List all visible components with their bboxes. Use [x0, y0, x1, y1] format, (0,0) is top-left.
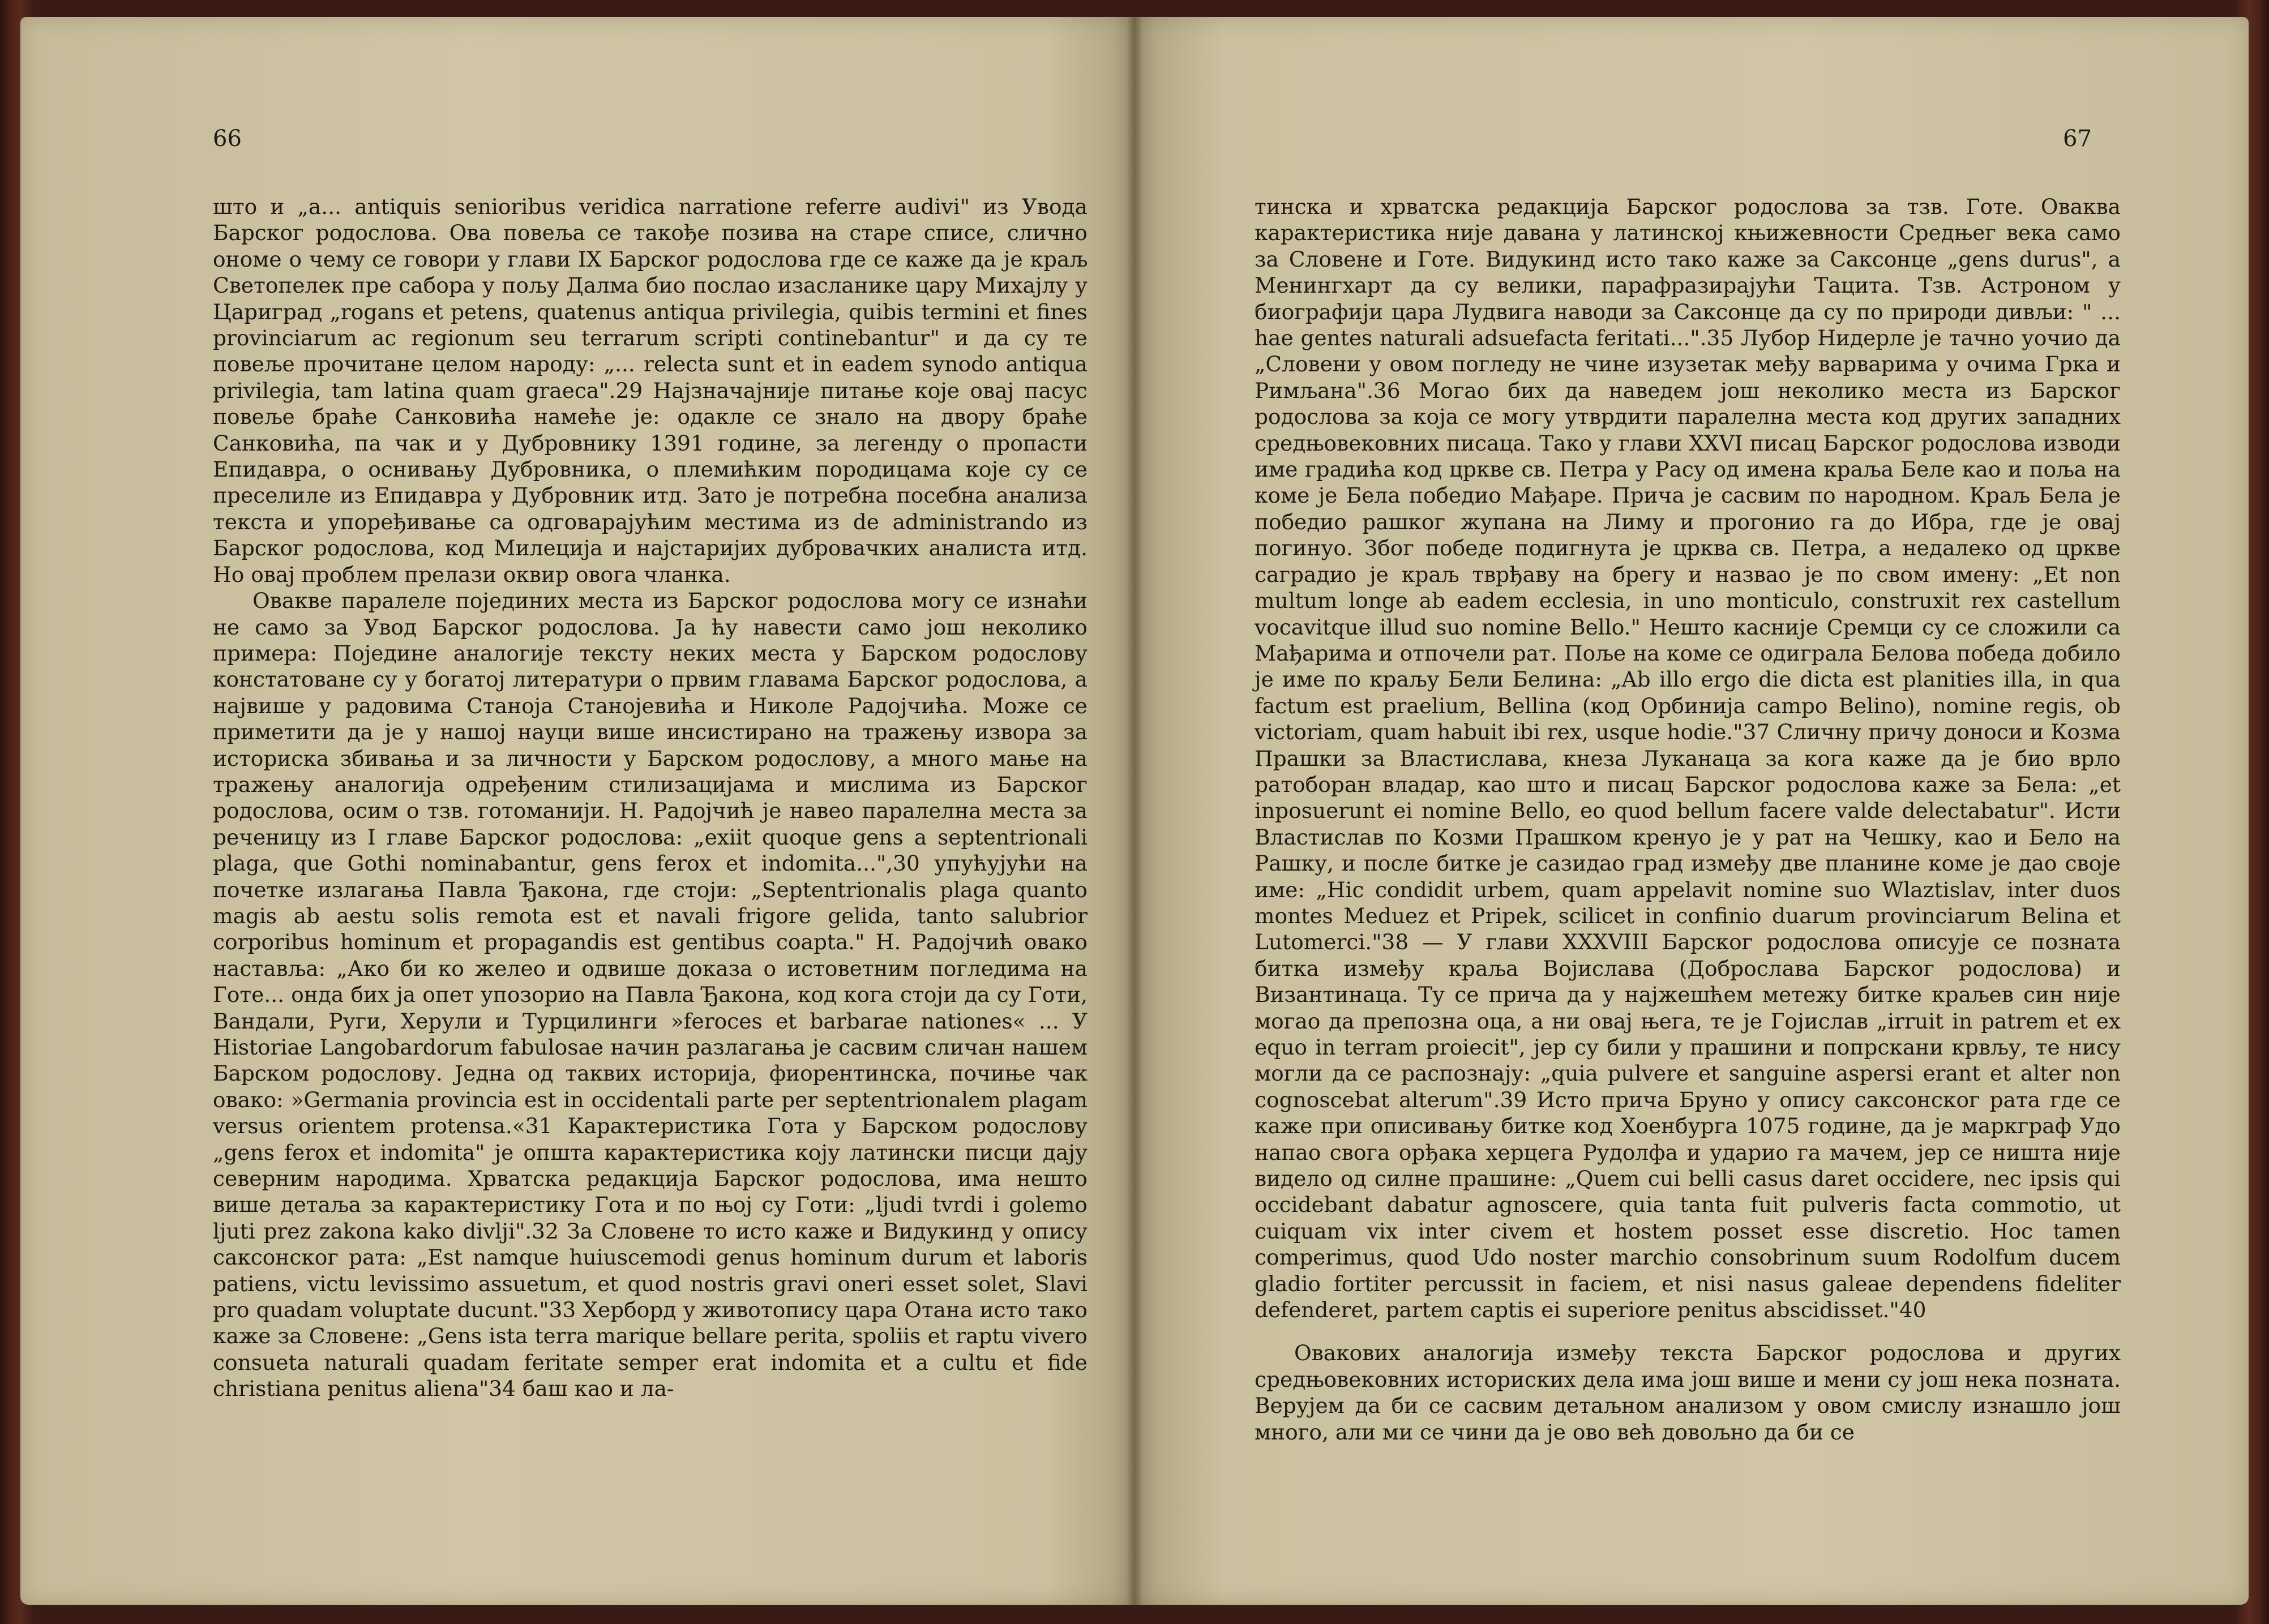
right-page — [1134, 17, 2249, 1605]
right-page-text — [1255, 194, 2121, 1445]
book-gutter — [1127, 17, 1142, 1605]
paragraph: Овакве паралеле појединих места из Барског родослова могу се изнаћи не само за Увод Барског родослова. Ја ћу навести само још неколико примера: Поједине аналогије тексту неких места у Барском родослову констатоване су у богатој литератури о првим главама Барског родослова, а највише у радовима Станоја Станојевића и Николе Радојчића. Може се приметити да је у нашој науци више инсистирано на тражењу извора за историска збивања и за личности у Барском родослову, а много мање на тражењу аналогија одређеним стилизацијама и мислима из Барског родослова, осим о тзв. готоманији. Н. Радојчић је навео паралелна места за реченицу из I главе Барског родослова: „exiit quoque gens a septentrionali plaga, que Gothi nominabantur, gens ferox et indomita...",30 упућујући на почетке излагања Павла Ђакона, где стоји: „Septentrionalis plaga quanto magis ab aestu solis remota est et navali frigore gelida, tanto salubrior corporibus hominum et propagandis est gentibus coapta." Н. Радојчић овако наставља: „Ако би ко желео и одвише доказа о истоветним погледима на Готе... онда бих ја опет упозорио на Павла Ђакона, код кога стоји да су Готи, Вандали, Руги, Херули и Турцилинги »feroces et barbarae nationes« ... У Historiae Langobardorum fabulosae начин разлагања је сасвим сличан нашем Барском родослову. Једна од таквих историја, фиорентинска, почиње чак овако: »Germania provincia est in occidentali parte per septentrionalem plagam versus orientem protensa.«31 Карактеристика Гота у Барском родослову „gens ferox et indomita" је општа карактеристика коју латински писци дају северним народима. Хрватска редакција Барског родослова, има нешто више детаља за карактеристику Гота и по њој су Готи: „ljudi tvrdi i golemo ljuti prez zakona kako divlji".32 За Словене то исто каже и Видукинд у опису саксонског рата: „Est namque huiuscemodi genus hominum durum et laboris patiens, victu levissimo assuetum, et quod nostris gravi oneri esset solet, Slavi pro quadam voluptate ducunt."33 Херборд у животопису цара Отана исто тако каже за Словене: „Gens ista terra marique bellare perita, spoliis et raptu vivero consueta naturali quadam feritate semper erat indomita et a cultu et fide christiana penitus aliena"34 баш као и ла- — [213, 588, 1088, 1402]
page-number: 66 — [213, 126, 242, 152]
left-page — [20, 17, 1134, 1605]
paragraph: Овакових аналогија између текста Барског родослова и других средњовековних историских дела има још више и мени су још нека позната. Верујем да би се сасвим детаљном анализом у овом смислу изнашло још много, али ми се чини да је ово већ довољно да би се — [1255, 1340, 2121, 1445]
paragraph: што и „а... antiquis senioribus veridica narratione referre audivi" из Увода Барског родослова. Ова повеља се такође позива на старе списе, слично ономе о чему се говори у глави IX Барског родослова где се каже да је краљ Светопелек пре сабора у пољу Далма био послао изасланике цару Михајлу у Цариград „rogans et petens, quatenus antiqua privilegia, quibis termini et fines provinciarum ac regionum seu terrarum scripti continebantur" и да су те повеље прочитане целом народу: „... relecta sunt et in eadem synodo antiqua privilegia, tam latina quam graeca".29 Најзначајније питање које овај пасус повеље браће Санковића намеће је: одакле се знало на двору браће Санковића, па чак и у Дубровнику 1391 године, за легенду о пропасти Епидавра, о оснивању Дубровника, о племићким породицама које су се преселиле из Епидавра у Дубровник итд. Зато је потребна посебна анализа текста и упоређивање са одговарајућим местима из de administrando из Барског родослова, код Милецијa и најстаријих дубровачких аналиста итд. Но овај проблем прелази оквир овога чланка. — [213, 194, 1088, 587]
paragraph: тинска и хрватска редакција Барског родослова за тзв. Готе. Оваква карактеристика није давана у латинској књижевности Средњег века само за Словене и Готе. Видукинд исто тако каже за Саксонце „gens durus", а Менингхарт да су велики, парафразирајући Тацита. Тзв. Астроном у биографији цара Лудвига наводи за Саксонце да су по природи дивљи: " ... hae gentes naturali adsuefacta feritati...".35 Лубор Нидерле је тачно уочио да „Словени у овом погледу не чине изузетак међу варварима у очима Грка и Римљана".36 Могао бих да наведем још неколико места из Барског родослова за која се могу утврдити паралелна места код других западних средњовековних писаца. Тако у глави XXVI писац Барског родослова изводи име градића код цркве св. Петра у Расу од имена краља Беле као и поља на коме је Бела победио Мађаре. Прича је сасвим по народном. Краљ Бела је победио рашког жупана на Лиму и прогонио га до Ибра, где је овај погинуо. Због победе подигнута је црква св. Петра, а недалеко од цркве саградио је краљ тврђаву на брегу и назвао је по свом имену: „Et non multum longe ab eadem ecclesia, in uno monticulo, construxit rex castellum vocavitque illud suo nomine Bello." Нешто касније Сремци су се сложили са Мађарима и отпочели рат. Поље на коме се одиграла Белова победа добило је име по краљу Бели Белина: „Ab illo ergo die dicta est planities illa, in qua factum est praelium, Bellina (код Орбинија campo Belino), nomine regis, ob victoriam, quam habuit ibi rex, usque hodie."37 Сличну причу доноси и Козма Прашки за Властислава, кнеза Луканаца за кога каже да је био врло ратоборан владар, као што и писац Барског родослова каже за Бела: „et inposuerunt ei nomine Bello, eo quod bellum facere valde delectabatur". Исти Властислав по Козми Прашком кренуо је у рат на Чешку, као и Бело на Рашку, и после битке је сазидао град између две планине коме је дао своје име: „Hic condidit urbem, quam appelavit nomine suo Wlaztislav, inter duos montes Meduez et Pripek, scilicet in confinio duarum provinciarum Belina et Lutomerci."38 — У глави XXXVIII Барског родослова описује се позната битка између краља Војислава (Доброслава Барског родослова) и Византинаца. Ту се прича да у најжешћем метежу битке краљев син није могао да препозна оца, а ни овај њега, те је Гојислав „irruit in patrem et ex equo in terram proiecit", јер су били у прашини и попрскани крвљу, те нису могли да се распознају: „quia pulvere et sanguine aspersi erant et alter non cognoscebat alterum".39 Исто прича Бруно у опису саксонског рата где се каже при описивању битке код Хоенбурга 1075 године, да је маркграф Удо напао свога орђака херцега Рудолфа и ударио га мачем, јер се ништа није видело од силне прашине: „Quem cui belli casus daret occidere, nec ipsis qui occidebant dabatur agnoscere, quia tanta fuit pulveris facta commotio, ut cuiquam vix inter civem et hostem posset esse discretio. Hoc tamen comperimus, quod Udo noster marchio consobrinum suum Rodolfum ducem gladio fortiter percussit in faciem, et nisi nasus galeae dependens fideliter defenderet, partem captis ei superiore penitus abscidisset."40 — [1255, 194, 2121, 1323]
left-page-text — [213, 194, 1088, 1402]
page-number: 67 — [2063, 126, 2092, 152]
